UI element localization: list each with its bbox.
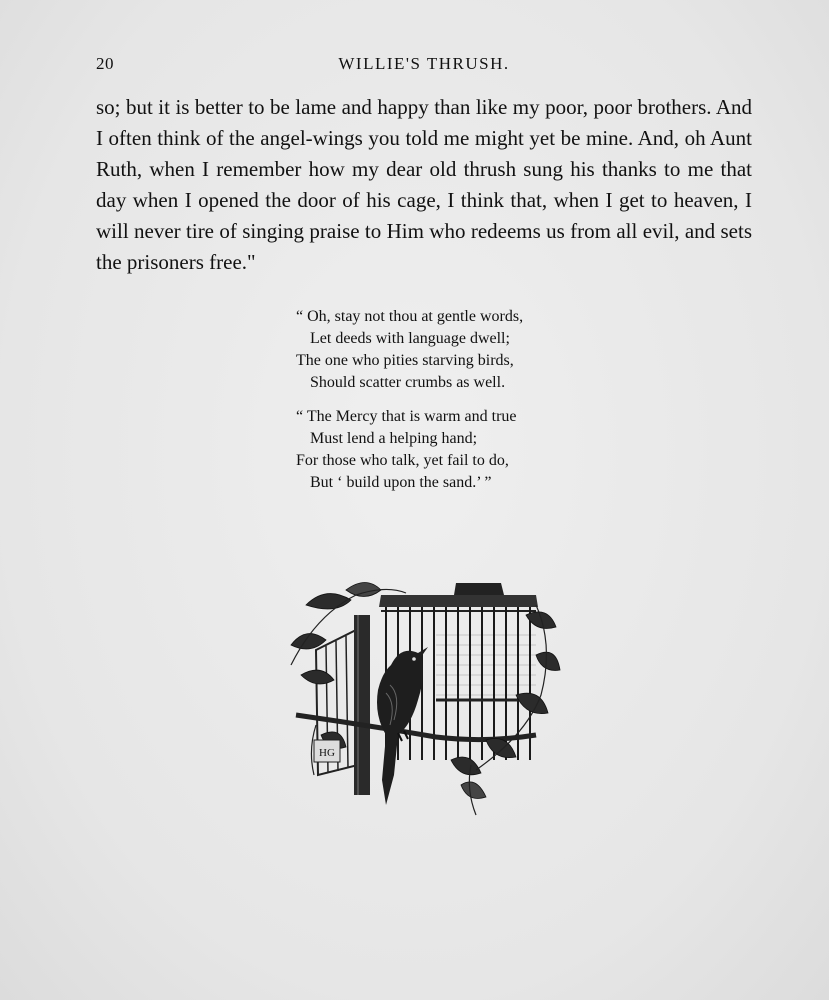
poem-line: The one who pities starving birds, — [296, 352, 514, 369]
poem-line: “ Oh, stay not thou at gentle words, — [296, 308, 524, 325]
poem-line: For those who talk, yet fail to do, — [296, 452, 509, 469]
thrush-cage-engraving — [286, 575, 562, 820]
body-paragraph — [96, 92, 752, 278]
thrush-bird — [377, 647, 428, 805]
poem-line: Must lend a helping hand; — [310, 430, 478, 447]
poem-line: But ‘ build upon the sand.’ ” — [310, 474, 492, 491]
poem-line: “ The Mercy that is warm and true — [296, 408, 517, 425]
vine-tendrils — [291, 589, 546, 815]
poem-stanza-2 — [296, 406, 596, 494]
poem-line: Let deeds with language dwell; — [310, 330, 510, 347]
paragraph-text: so; but it is better to be lame and happy than like my poor, poor brothers. And I often think of the angel-wings you told me might yet be mine. And, oh Aunt Ruth, when I remember how my dear old thrush sung his thanks to me that day when I opened the door of his cage, I think that, when I get to heaven, I will never tire of singing praise to Him who redeems us from all evil, and sets the prisoners free." — [96, 95, 752, 274]
monogram-text: HG — [319, 747, 335, 759]
cage — [316, 583, 538, 795]
page-header — [96, 54, 752, 78]
page-number: 20 — [96, 54, 114, 73]
poem-stanza-1 — [296, 306, 596, 394]
background-hatching — [436, 635, 536, 695]
running-title: WILLIE'S THRUSH. — [338, 54, 510, 73]
poem-line: Should scatter crumbs as well. — [310, 374, 506, 391]
vine-leaves — [291, 583, 560, 799]
